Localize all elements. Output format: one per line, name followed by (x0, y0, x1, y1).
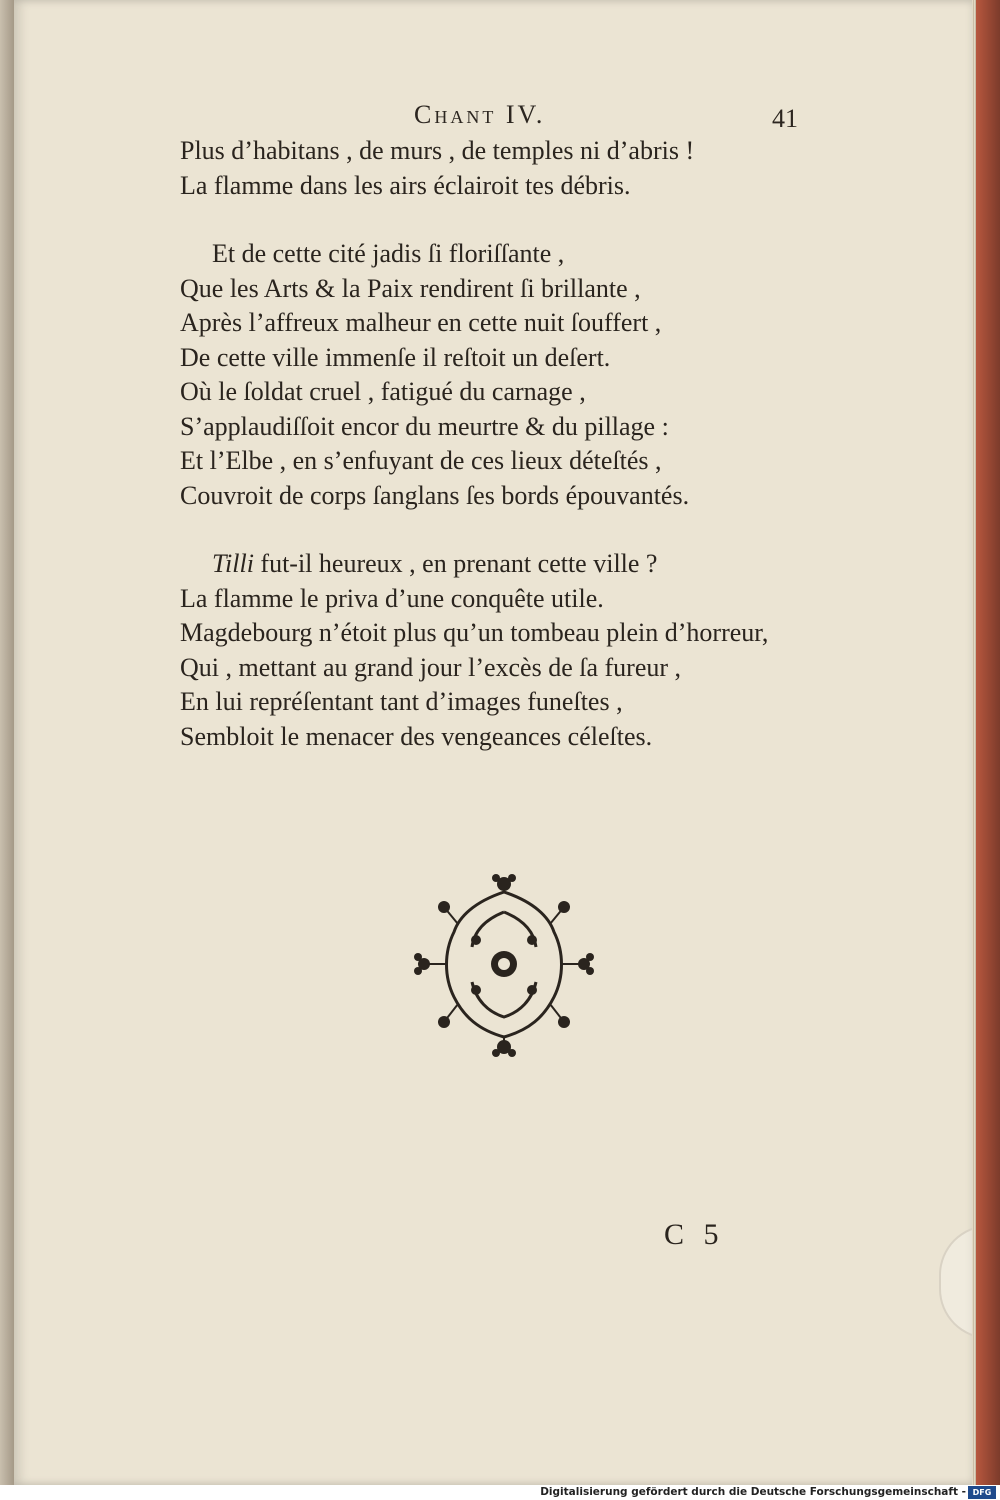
page-number: 41 (772, 104, 798, 133)
book-page (14, 0, 976, 1485)
verse-line: S’applaudiſſoit encor du meurtre & du pillage : (180, 411, 669, 441)
book-cover-right (976, 0, 1000, 1485)
verse-line: De cette ville immenſe il reſtoit un deſert. (180, 342, 611, 372)
verse-line: Et l’Elbe , en s’enfuyant de ces lieux déteſtés , (180, 446, 662, 475)
verse-line: La flamme le priva d’une conquête utile. (180, 583, 604, 613)
poem-text (180, 134, 880, 754)
verse-line: Plus d’habitans , de murs , de temples ni d’abris ! (180, 136, 695, 165)
stanza-3 (180, 547, 880, 754)
digitization-footer (0, 1485, 1000, 1500)
running-title: Chant IV. (414, 100, 546, 129)
verse-line: En lui repréſentant tant d’images funeſtes , (180, 687, 623, 716)
verse-line: Magdebourg n’étoit plus qu’un tombeau plein d’horreur, (180, 618, 769, 647)
dfg-logo: DFG (968, 1486, 996, 1499)
verse-line (180, 547, 880, 582)
signature-mark: C 5 (664, 1218, 725, 1251)
verse-line: Qui , mettant au grand jour l’excès de ſa fureur , (180, 652, 682, 682)
verse-line: Sembloit le menacer des vengeances céleſtes. (180, 721, 653, 751)
verse-line: La flamme dans les airs éclairoit tes débris. (180, 170, 631, 200)
verse-line: Après l’affreux malheur en cette nuit ſouffert , (180, 308, 662, 337)
verse-line: Et de cette cité jadis ſi floriſſante , (212, 239, 565, 268)
stanza-1 (180, 134, 880, 203)
footer-credit: Digitalisierung gefördert durch die Deutsche Forschungsgemeinschaft - (540, 1486, 966, 1498)
floral-ornament-icon (414, 872, 594, 1057)
verse-line: Que les Arts & la Paix rendirent ſi brillante , (180, 273, 641, 303)
stanza-2 (180, 237, 880, 513)
verse-line-rest: fut-il heureux , en prenant cette ville ? (253, 549, 658, 578)
verse-line: Où le ſoldat cruel , fatigué du carnage , (180, 377, 586, 406)
verse-line: Couvroit de corps ſanglans ſes bords épouvantés. (180, 480, 690, 510)
lead-word-italic: Tilli (212, 549, 254, 578)
